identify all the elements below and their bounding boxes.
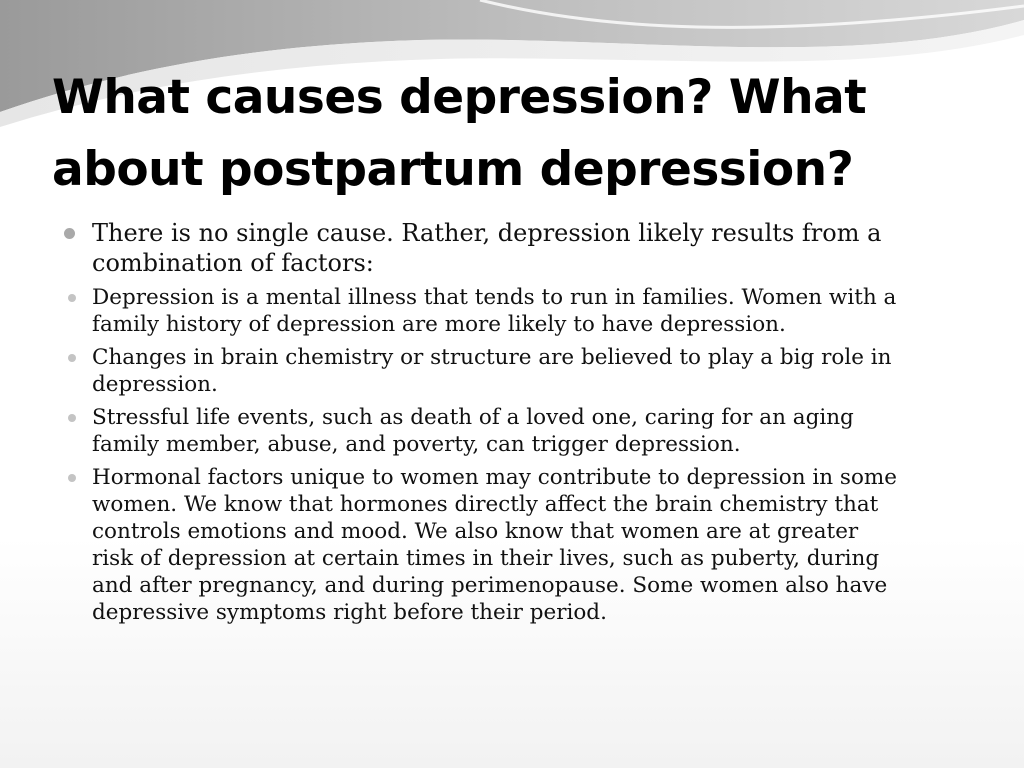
sub-bullet-text: Stressful life events, such as death of a loved one, caring for an aging family member, abuse, and poverty, can trigger depression.	[92, 405, 854, 457]
sub-bullet-item	[51, 464, 964, 626]
sub-bullet-text: Depression is a mental illness that tends to run in families. Women with a family history of depression are more likely to have depression.	[92, 285, 897, 337]
bullet-item-main	[0, 218, 1024, 626]
sub-bullet-item	[51, 344, 964, 398]
bullet-list	[0, 218, 1024, 626]
slide-body	[0, 218, 1024, 632]
bullet-text: There is no single cause. Rather, depression likely results from a combination of factors:	[92, 219, 882, 277]
slide-title: What causes depression? What about postpartum depression?	[52, 70, 867, 197]
sub-bullet-item	[51, 404, 964, 458]
sub-bullet-text: Changes in brain chemistry or structure are believed to play a big role in depression.	[92, 345, 892, 397]
bullet-icon	[64, 228, 75, 239]
sub-bullet-text: Hormonal factors unique to women may contribute to depression in some women. We know that hormones directly affect the brain chemistry that controls emotions and mood. We also know that women are at greater risk of depression at certain times in their lives, such as puberty, during and after pregnancy, and during perimenopause. Some women also have depressive symptoms right before their period.	[92, 465, 898, 625]
sub-bullet-item	[51, 284, 964, 338]
sub-bullet-icon	[68, 354, 76, 362]
sub-bullet-icon	[68, 294, 76, 302]
sub-bullet-list	[92, 284, 964, 626]
sub-bullet-icon	[68, 414, 76, 422]
sub-bullet-icon	[68, 474, 76, 482]
